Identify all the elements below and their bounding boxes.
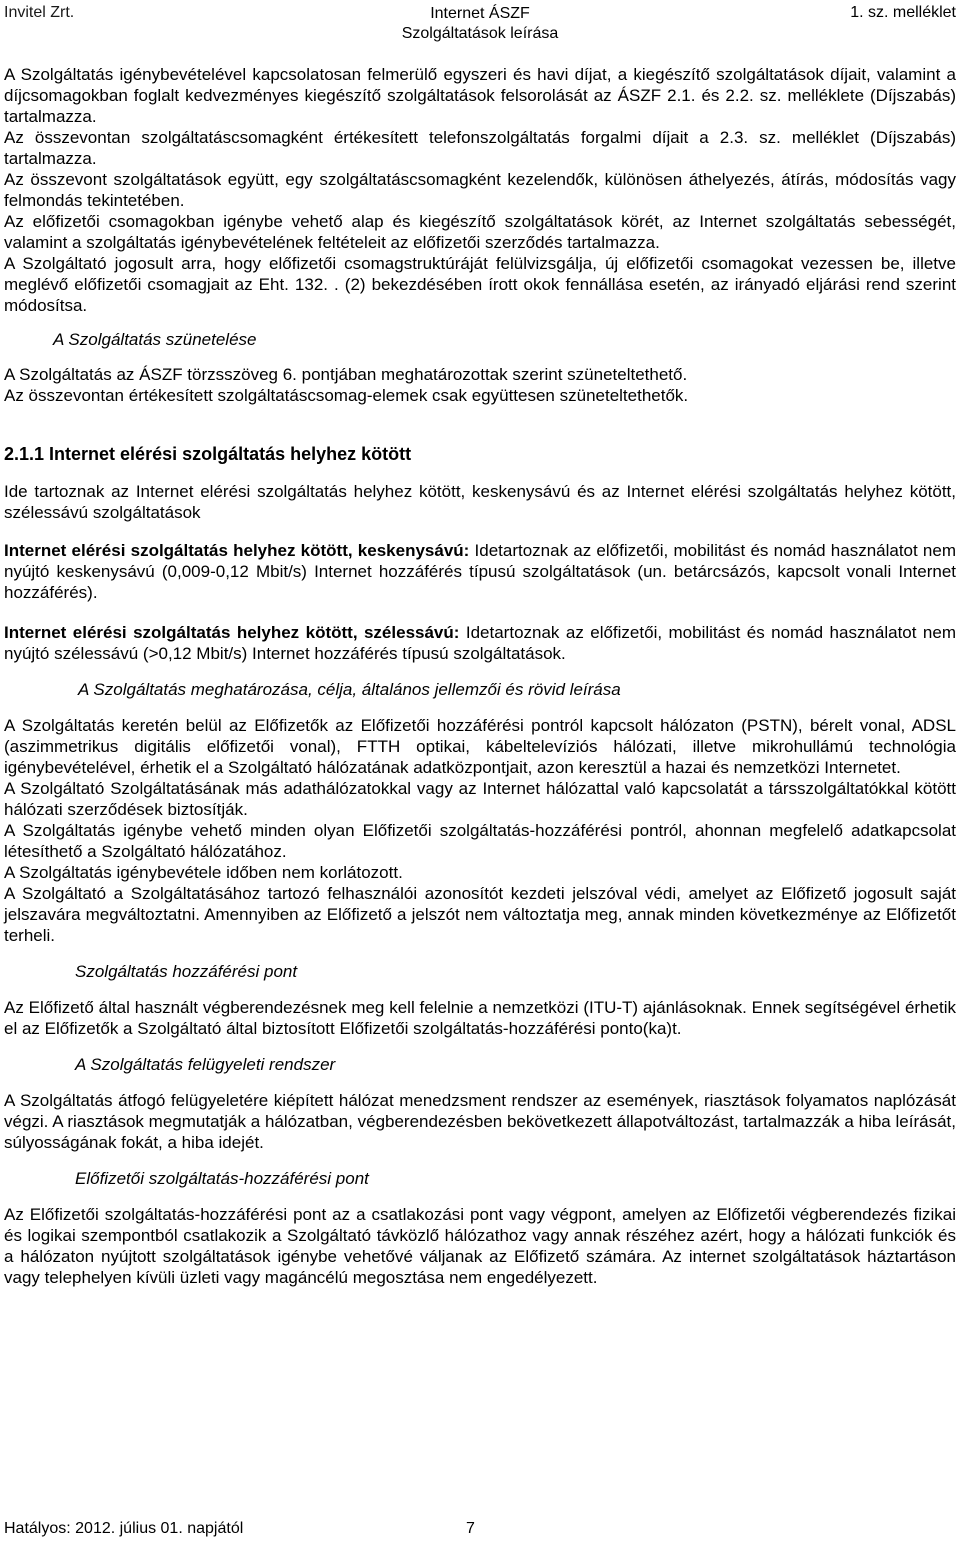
broadband-label: Internet elérési szolgáltatás helyhez kötött, szélessávú: (4, 623, 460, 642)
access-point-heading: Szolgáltatás hozzáférési pont (75, 962, 298, 981)
access-point-paragraph: Az Előfizető által használt végberendezésnek meg kell felelnie a nemzetközi (ITU-T) ajánlásoknak. Ennek segítségével érhetik el az Előfizetők a Szolgáltató által biztosított Előfizetői szolgáltatás-hozzáférési ponto(ka)t. (4, 998, 956, 1038)
intro-paragraph-1: A Szolgáltatás igénybevételével kapcsolatosan felmerülő egyszeri és havi díjat, a kiegészítő szolgáltatások díjait, valamint a díjcsomagokban foglalt kedvezményes kiegészítő szolgáltatások felsorolását az ÁSZF 2.1. és 2.2. sz. melléklete (Díjszabás) tartalmazza. (4, 65, 956, 126)
section-heading: 2.1.1 Internet elérési szolgáltatás helyhez kötött (4, 444, 412, 464)
broadband-paragraph (4, 622, 956, 664)
page-number: 7 (466, 1520, 475, 1537)
monitoring-heading: A Szolgáltatás felügyeleti rendszer (75, 1055, 336, 1074)
page-header (0, 4, 960, 48)
page-footer (4, 1520, 604, 1538)
narrowband-paragraph (4, 540, 956, 603)
subscriber-point-heading: Előfizetői szolgáltatás-hozzáférési pont (75, 1169, 369, 1188)
suspension-paragraph-2: Az összevontan értékesített szolgáltatáscsomag-elemek csak együttesen szüneteltethetők. (4, 386, 689, 405)
header-annex: 1. sz. melléklet (850, 4, 956, 21)
definition-paragraph-1: A Szolgáltatás keretén belül az Előfizetők az Előfizetői hozzáférési pontról kapcsolt hálózaton (PSTN), bérelt vonal, ADSL (aszimmetrikus digitális előfizetői vonal), FTTH optikai, kábeltelevíziós hálózati, illetve mikrohullámú technológia igénybevételével, érhetik el a Szolgáltató hálózatának adatközpontjait, azon keresztül a hazai és nemzetközi Internetet. (4, 716, 956, 777)
intro-paragraph-4: Az előfizetői csomagokban igénybe vehető alap és kiegészítő szolgáltatások körét, az Internet szolgáltatás sebességét, valamint a szolgáltatás igénybevételének feltételeit az előfizetői szerződés tartalmazza. (4, 212, 956, 252)
monitoring-paragraph: A Szolgáltatás átfogó felügyeletére kiépített hálózat menedzsment rendszer az események, riasztások folyamatos naplózását végzi. A riasztások megmutatják a hálózatban, végberendezésben bekövetkezett állapotváltozást, tartalmazzák a hiba leírását, súlyosságának fokát, a hiba idejét. (4, 1091, 956, 1152)
intro-paragraph-3: Az összevont szolgáltatások együtt, egy szolgáltatáscsomagként kezelendők, különösen áthelyezés, átírás, módosítás vagy felmondás tekintetében. (4, 170, 956, 210)
section-intro: Ide tartoznak az Internet elérési szolgáltatás helyhez kötött, keskenysávú és az Internet elérési szolgáltatás helyhez kötött, szélessávú szolgáltatások (4, 482, 956, 522)
definition-paragraph-3: A Szolgáltatás igénybe vehető minden olyan Előfizetői szolgáltatás-hozzáférési pontról, ahonnan megfelelő adatkapcsolat létesíthető a Szolgáltató hálózatához. (4, 821, 956, 861)
definition-heading: A Szolgáltatás meghatározása, célja, általános jellemzői és rövid leírása (78, 680, 621, 699)
header-title (0, 4, 960, 44)
definition-paragraph-5: A Szolgáltató a Szolgáltatásához tartozó felhasználói azonosítót kezdeti jelszóval védi, amelyet az Előfizető jogosult saját jelszavára megváltoztatni. Amennyiben az Előfizető a jelszót nem változtatja meg, annak minden következménye az Előfizetőt terheli. (4, 884, 956, 945)
subscriber-point-paragraph: Az Előfizetői szolgáltatás-hozzáférési pont az a csatlakozási pont vagy végpont, amelyen az Előfizetői végberendezés fizikai és logikai szempontból csatlakozik a Szolgáltató távközlő hálózathoz vagy annak részéhez azért, hogy a hálózati funkciók és a hálózaton nyújtott szolgáltatások igénybe vehetővé váljanak az Előfizető számára. Az internet szolgáltatások háztartáson vagy telephelyen kívüli üzleti vagy magáncélú megosztása nem engedélyezett. (4, 1205, 956, 1287)
header-company: Invitel Zrt. (4, 4, 75, 21)
footer-effective-date: Hatályos: 2012. július 01. napjától (4, 1520, 244, 1537)
suspension-paragraph-1: A Szolgáltatás az ÁSZF törzsszöveg 6. pontjában meghatározottak szerint szüneteltethető. (4, 365, 688, 384)
narrowband-label: Internet elérési szolgáltatás helyhez kötött, keskenysávú: (4, 541, 470, 560)
definition-paragraph-4: A Szolgáltatás igénybevétele időben nem korlátozott. (4, 863, 403, 882)
definition-paragraph-2: A Szolgáltató Szolgáltatásának más adathálózatokkal vagy az Internet hálózattal való kapcsolatát a társszolgáltatókkal kötött hálózati szerződések biztosítják. (4, 779, 956, 819)
document-body (4, 64, 956, 1288)
header-title-line1: Internet ÁSZF (430, 5, 530, 22)
intro-paragraph-2: Az összevontan szolgáltatáscsomagként értékesített telefonszolgáltatás forgalmi díjait a 2.3. sz. melléklet (Díjszabás) tartalmazza. (4, 128, 956, 168)
suspension-heading: A Szolgáltatás szünetelése (53, 330, 257, 349)
broadband-text: Idetartoznak az előfizetői, mobilitást és nomád használatot nem nyújtó szélessávú (>0,12 Mbit/s) Internet hozzáférés típusú szolgáltatások. (4, 623, 956, 663)
header-title-line2: Szolgáltatások leírása (401, 25, 559, 42)
intro-paragraph-5: A Szolgáltató jogosult arra, hogy előfizetői csomagstruktúráját felülvizsgálja, új előfizetői csomagokat vezessen be, illetve meglévő előfizetői csomagjait az Eht. 132. . (2) bekezdésében írott okok fennállása esetén, az irányadó eljárási rend szerint módosítsa. (4, 254, 956, 315)
narrowband-text: Idetartoznak az előfizetői, mobilitást és nomád használatot nem nyújtó keskenysávú (0,009-0,12 Mbit/s) Internet hozzáférés típusú szolgáltatások (un. betárcsázós, kapcsolt vonali Internet hozzáférés). (4, 541, 956, 602)
